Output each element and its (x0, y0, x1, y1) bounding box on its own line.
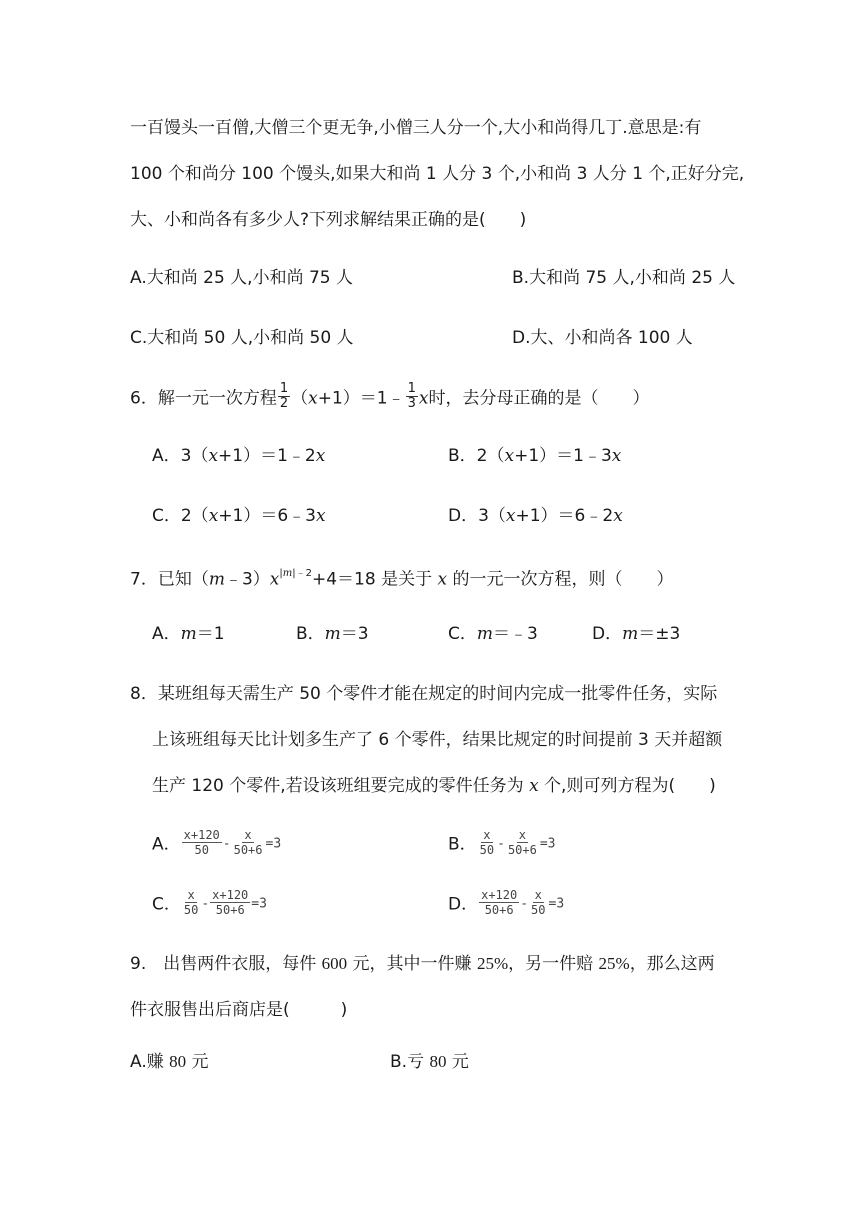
q8-a-frac1 (182, 828, 222, 857)
q6-stem-post: 时，去分母正确的是（ ） (428, 388, 650, 409)
q8-b-label: B． (448, 834, 477, 855)
q6-option-d (448, 504, 623, 528)
q6-frac1-numerator: 1 (279, 381, 289, 396)
q5-line-1: 一百馒头一百僧,大僧三个更无争,小僧三人分一个,大小和尚得几丁.意思是:有 (130, 118, 702, 138)
q6-fraction-half (278, 382, 290, 411)
q8-a-n2: x (244, 828, 252, 842)
q6-d-x2: x (613, 506, 623, 526)
q8-line3-pre: 生产 120 个零件,若设该班组要完成的零件任务为 (152, 776, 530, 796)
q7-stem-pre: 7．已知（ (130, 569, 209, 590)
q7-c-value: ＝﹣3 (493, 624, 538, 644)
q8-b-frac2 (506, 828, 539, 857)
q6-fraction-third (406, 382, 418, 411)
q6-option-c (152, 504, 326, 528)
q7-option-b (296, 622, 369, 646)
q5-option-b: B.大和尚 75 人,小和尚 25 人 (512, 268, 736, 288)
q8-b-d1: 50 (479, 843, 495, 857)
q7-b-label: B． (296, 624, 325, 644)
q7-c-label: C． (448, 624, 477, 644)
q9-a-num: 80 (169, 1052, 187, 1071)
q6-var-x-2: x (418, 388, 429, 409)
q8-c-d2: 50+6 (215, 903, 245, 917)
q8-d-rhs: =3 (548, 896, 565, 912)
q9-profit-pct: 25% (476, 954, 509, 973)
q8-option-b (448, 830, 556, 859)
q8-c-n1: x (187, 888, 195, 902)
q8-line-2: 上该班组每天比计划多生产了 6 个零件，结果比规定的时间提前 3 天并超额 (152, 730, 723, 750)
q8-a-n1: x+120 (183, 828, 220, 842)
q9-b-num: 80 (429, 1052, 447, 1071)
q6-stem-mid: +1）＝1﹣ (317, 388, 405, 409)
q8-b-d2: 50+6 (507, 843, 537, 857)
q8-a-d2: 50+6 (233, 843, 263, 857)
q8-option-d (448, 890, 564, 919)
q7-option-d (592, 622, 680, 646)
q8-line3-post: 个,则可列方程为( ) (538, 776, 716, 796)
q9-b-pre: B.亏 (390, 1052, 430, 1072)
q7-b-m: m (324, 624, 341, 644)
q6-stem-pre: 6．解一元一次方程 (130, 388, 277, 409)
q8-c-rhs: =3 (251, 896, 267, 912)
q9-line1-post: ，那么这两 (629, 954, 715, 974)
q8-c-d1: 50 (183, 903, 199, 917)
q7-c-m: m (476, 624, 493, 644)
q8-b-frac1 (478, 828, 496, 857)
q9-line1-mid2: ，另一件赔 (508, 954, 599, 974)
q8-c-frac1 (182, 888, 200, 917)
q7-option-a (152, 622, 225, 646)
q8-c-frac2 (210, 888, 250, 917)
q7-a-label: A． (152, 624, 181, 644)
q8-a-label: A． (152, 834, 181, 855)
q6-d-part: D．3（ (448, 506, 506, 526)
q7-a-value: ＝1 (196, 624, 225, 644)
q7-stem (130, 564, 673, 592)
q7-option-c (448, 622, 538, 646)
q8-d-n2: x (534, 888, 542, 902)
q6-frac1-denominator: 2 (279, 396, 289, 411)
q7-a-m: m (180, 624, 197, 644)
q9-loss-pct: 25% (598, 954, 630, 973)
q7-exp-rest: |﹣2 (292, 568, 312, 579)
q6-a-part2: +1）＝1﹣2 (218, 446, 316, 466)
q7-d-label: D． (592, 624, 623, 644)
q6-var-x: x (308, 388, 318, 409)
q6-a-part: A．3（ (152, 446, 209, 466)
q9-a-post: 元 (186, 1052, 209, 1072)
q6-b-part: B．2（ (448, 446, 505, 466)
q6-a-x2: x (315, 446, 326, 466)
q7-exp-m: m (282, 568, 293, 579)
q8-b-op: - (497, 836, 505, 852)
q8-d-label: D． (448, 894, 479, 915)
q6-d-part2: +1）＝6﹣2 (515, 506, 614, 526)
q7-stem-mid: ﹣3） (224, 569, 270, 590)
q8-c-label: C． (152, 894, 181, 915)
q5-option-a: A.大和尚 25 人,小和尚 75 人 (130, 268, 354, 288)
q7-var-x: x (269, 569, 280, 590)
q5-line-3: 大、小和尚各有多少人?下列求解结果正确的是( ) (130, 210, 527, 230)
q8-option-a (152, 830, 281, 859)
q8-b-n1: x (483, 828, 491, 842)
q7-var-m: m (208, 569, 225, 590)
q8-a-d1: 50 (194, 843, 209, 857)
q8-option-c (152, 890, 267, 919)
q9-line-2: 件衣服售出后商店是( ) (130, 1000, 348, 1020)
q7-stem-post: +4＝18 是关于 (311, 569, 438, 590)
q6-b-x2: x (611, 446, 622, 466)
q8-d-d2: 50 (531, 903, 546, 917)
q7-b-value: ＝3 (340, 624, 369, 644)
q8-c-n2: x+120 (212, 888, 249, 902)
q8-line-1: 8．某班组每天需生产 50 个零件才能在规定的时间内完成一批零件任务，实际 (130, 684, 718, 704)
q8-d-n1: x+120 (481, 888, 518, 902)
q5-line-2: 100 个和尚分 100 个馒头,如果大和尚 1 人分 3 个,小和尚 3 人分 1 个,正好分完, (130, 164, 745, 184)
q7-stem-x: x (437, 569, 448, 590)
q6-d-x: x (505, 506, 516, 526)
q6-frac2-denominator: 3 (407, 396, 416, 411)
q7-d-value: ＝±3 (638, 624, 681, 644)
q8-a-rhs: =3 (265, 836, 282, 852)
q9-line1-mid1: 元，其中一件赚 (347, 954, 477, 974)
q5-option-c: C.大和尚 50 人,小和尚 50 人 (130, 328, 354, 348)
q8-a-op: - (222, 836, 231, 852)
q8-d-d1: 50+6 (484, 903, 514, 917)
q6-b-part2: +1）＝1﹣3 (514, 446, 612, 466)
q6-c-x2: x (315, 506, 326, 526)
q8-d-frac1 (479, 888, 519, 917)
q6-c-part: C．2（ (152, 506, 209, 526)
q8-b-n2: x (518, 828, 527, 842)
q8-c-op: - (201, 896, 210, 912)
q6-a-x: x (208, 446, 219, 466)
q9-line-1 (130, 952, 715, 976)
q9-b-post: 元 (446, 1052, 469, 1072)
q8-d-op: - (520, 896, 529, 912)
q6-option-a (152, 444, 325, 468)
q7-d-m: m (622, 624, 639, 644)
q7-stem-end: 的一元一次方程，则（ ） (447, 569, 674, 590)
q6-stem (130, 381, 650, 413)
q5-option-d: D.大、小和尚各 100 人 (512, 328, 693, 348)
q7-exponent (279, 568, 312, 579)
q6-stem-paren: （ (291, 388, 309, 409)
q9-line1-pre: 9. 出售两件衣服，每件 (130, 954, 322, 974)
q8-a-frac2 (232, 828, 265, 857)
q9-price: 600 (321, 954, 348, 973)
q9-a-pre: A.赚 (130, 1052, 170, 1072)
q8-line3-x: x (529, 776, 539, 796)
q6-frac2-numerator: 1 (407, 381, 416, 396)
q6-option-b (448, 444, 621, 468)
q8-line-3 (152, 774, 716, 798)
q8-b-rhs: =3 (539, 836, 556, 852)
q8-d-frac2 (529, 888, 547, 917)
q9-option-a (130, 1050, 209, 1074)
q6-c-part2: +1）＝6﹣3 (218, 506, 316, 526)
q6-c-x: x (208, 506, 219, 526)
q6-b-x: x (504, 446, 515, 466)
q9-option-b (390, 1050, 469, 1074)
q7-exp-bar: | (279, 568, 283, 579)
